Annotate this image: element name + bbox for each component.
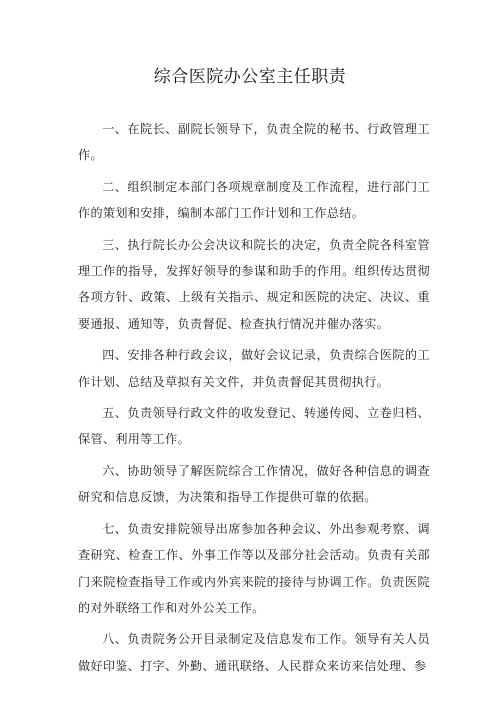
paragraph: 一、在院长、副院长领导下，负责全院的秘书、行政管理工作。: [78, 122, 430, 163]
document-body: [78, 116, 430, 684]
paragraph: 六、协助领导了解医院综合工作情况，做好各种信息的调查研究和信息反馈，为决策和指导工作提供可靠的依据。: [78, 463, 430, 505]
paragraph: 二、组织制定本部门各项规章制度及工作流程，进行部门工作的策划和安排，编制本部门工作计划和工作总结。: [78, 179, 430, 221]
paragraph: 三、执行院长办公会决议和院长的决定，负责全院各科室管理工作的指导，发挥好领导的参谋和助手的作用。组织传达贯彻各项方针、政策、上级有关指示、规定和医院的决定、决议、重要通报、通知等，负责督促、检查执行情况并催办落实。: [78, 237, 430, 331]
paragraph: 八、负责院务公开目录制定及信息发布工作。领导有关人员做好印鉴、打字、外勤、通讯联络、人民群众来访来信处理、参: [78, 632, 430, 673]
page-title: 综合医院办公室主任职责: [153, 67, 347, 87]
paragraph: 七、负责安排院领导出席参加各种会议、外出参观考察、调查研究、检查工作、外事工作等以及部分社会活动。负责有关部门来院检查指导工作或内外宾来院的接待与协调工作。负责医院的对外联络工作和对外公关工作。: [78, 521, 430, 615]
paragraph: 五、负责领导行政文件的收发登记、转递传阅、立卷归档、保管、利用等工作。: [78, 406, 430, 447]
paragraph: 四、安排各种行政会议，做好会议记录，负责综合医院的工作计划、总结及草拟有关文件，并负责督促其贯彻执行。: [78, 348, 430, 389]
